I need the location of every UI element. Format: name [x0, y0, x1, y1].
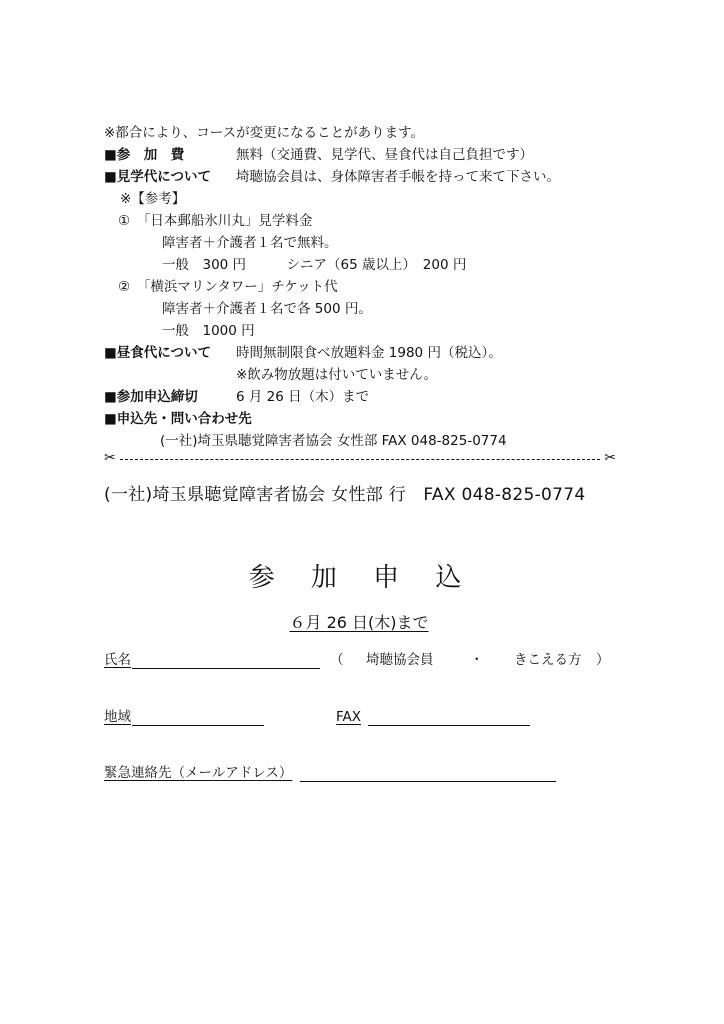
- emergency-contact-label: 緊急連絡先（メールアドレス）: [104, 765, 293, 781]
- region-label: 地域: [104, 709, 131, 725]
- fax-label: FAX: [336, 709, 362, 725]
- reference-1-line-2: 一般 300 円 シニア（65 歳以上） 200 円: [162, 257, 467, 273]
- region-field[interactable]: [132, 725, 264, 726]
- reference-header: ※【参考】: [120, 191, 186, 207]
- reference-2-line-1: 障害者＋介護者１名で各 500 円。: [162, 301, 372, 317]
- name-field[interactable]: [132, 668, 320, 669]
- scissors-icon: ✂: [604, 450, 616, 466]
- deadline-label: ■参加申込締切: [104, 389, 198, 405]
- deadline-value: 6 月 26 日（木）まで: [236, 389, 370, 405]
- name-label: 氏名: [104, 652, 131, 668]
- cut-line: [104, 452, 616, 466]
- lunch-note: ※飲み物放題は付いていません。: [236, 367, 438, 383]
- member-close-paren: ）: [596, 652, 610, 668]
- form-deadline: ６月 26 日(木)まで: [289, 613, 429, 632]
- reference-2-title: ② 「横浜マリンタワー」チケット代: [118, 279, 338, 295]
- tour-label: ■見学代について: [104, 169, 211, 185]
- reference-1-title: ① 「日本郵船氷川丸」見学料金: [118, 213, 313, 229]
- lunch-label: ■昼食代について: [104, 345, 211, 361]
- reference-1-line-1: 障害者＋介護者１名で無料。: [162, 235, 338, 251]
- contact-label: ■申込先・問い合わせ先: [104, 411, 252, 427]
- fax-field[interactable]: [368, 725, 530, 726]
- fee-label: ■参 加 費: [104, 147, 185, 163]
- form-title: 参 加 申 込: [248, 563, 476, 593]
- scissors-icon: ✂: [104, 450, 116, 466]
- reference-2-line-2: 一般 1000 円: [162, 323, 255, 339]
- contact-value: (一社)埼玉県聴覚障害者協会 女性部 FAX 048-825-0774: [160, 433, 507, 449]
- member-open-paren: （: [330, 652, 344, 668]
- tour-value: 埼聴協会員は、身体障害者手帳を持って来て下さい。: [236, 169, 560, 185]
- member-option-association[interactable]: 埼聴協会員: [366, 652, 434, 668]
- fax-destination: (一社)埼玉県聴覚障害者協会 女性部 行 FAX 048-825-0774: [104, 485, 586, 505]
- member-option-hearing[interactable]: きこえる方: [514, 652, 582, 668]
- member-separator: ・: [470, 652, 484, 668]
- fee-value: 無料（交通費、見学代、昼食代は自己負担です）: [236, 147, 533, 163]
- dashed-cut-line: [120, 459, 600, 460]
- emergency-contact-field[interactable]: [300, 781, 556, 782]
- course-change-note: ※都合により、コースが変更になることがあります。: [104, 125, 425, 141]
- lunch-value: 時間無制限食べ放題料金 1980 円（税込）。: [236, 345, 502, 361]
